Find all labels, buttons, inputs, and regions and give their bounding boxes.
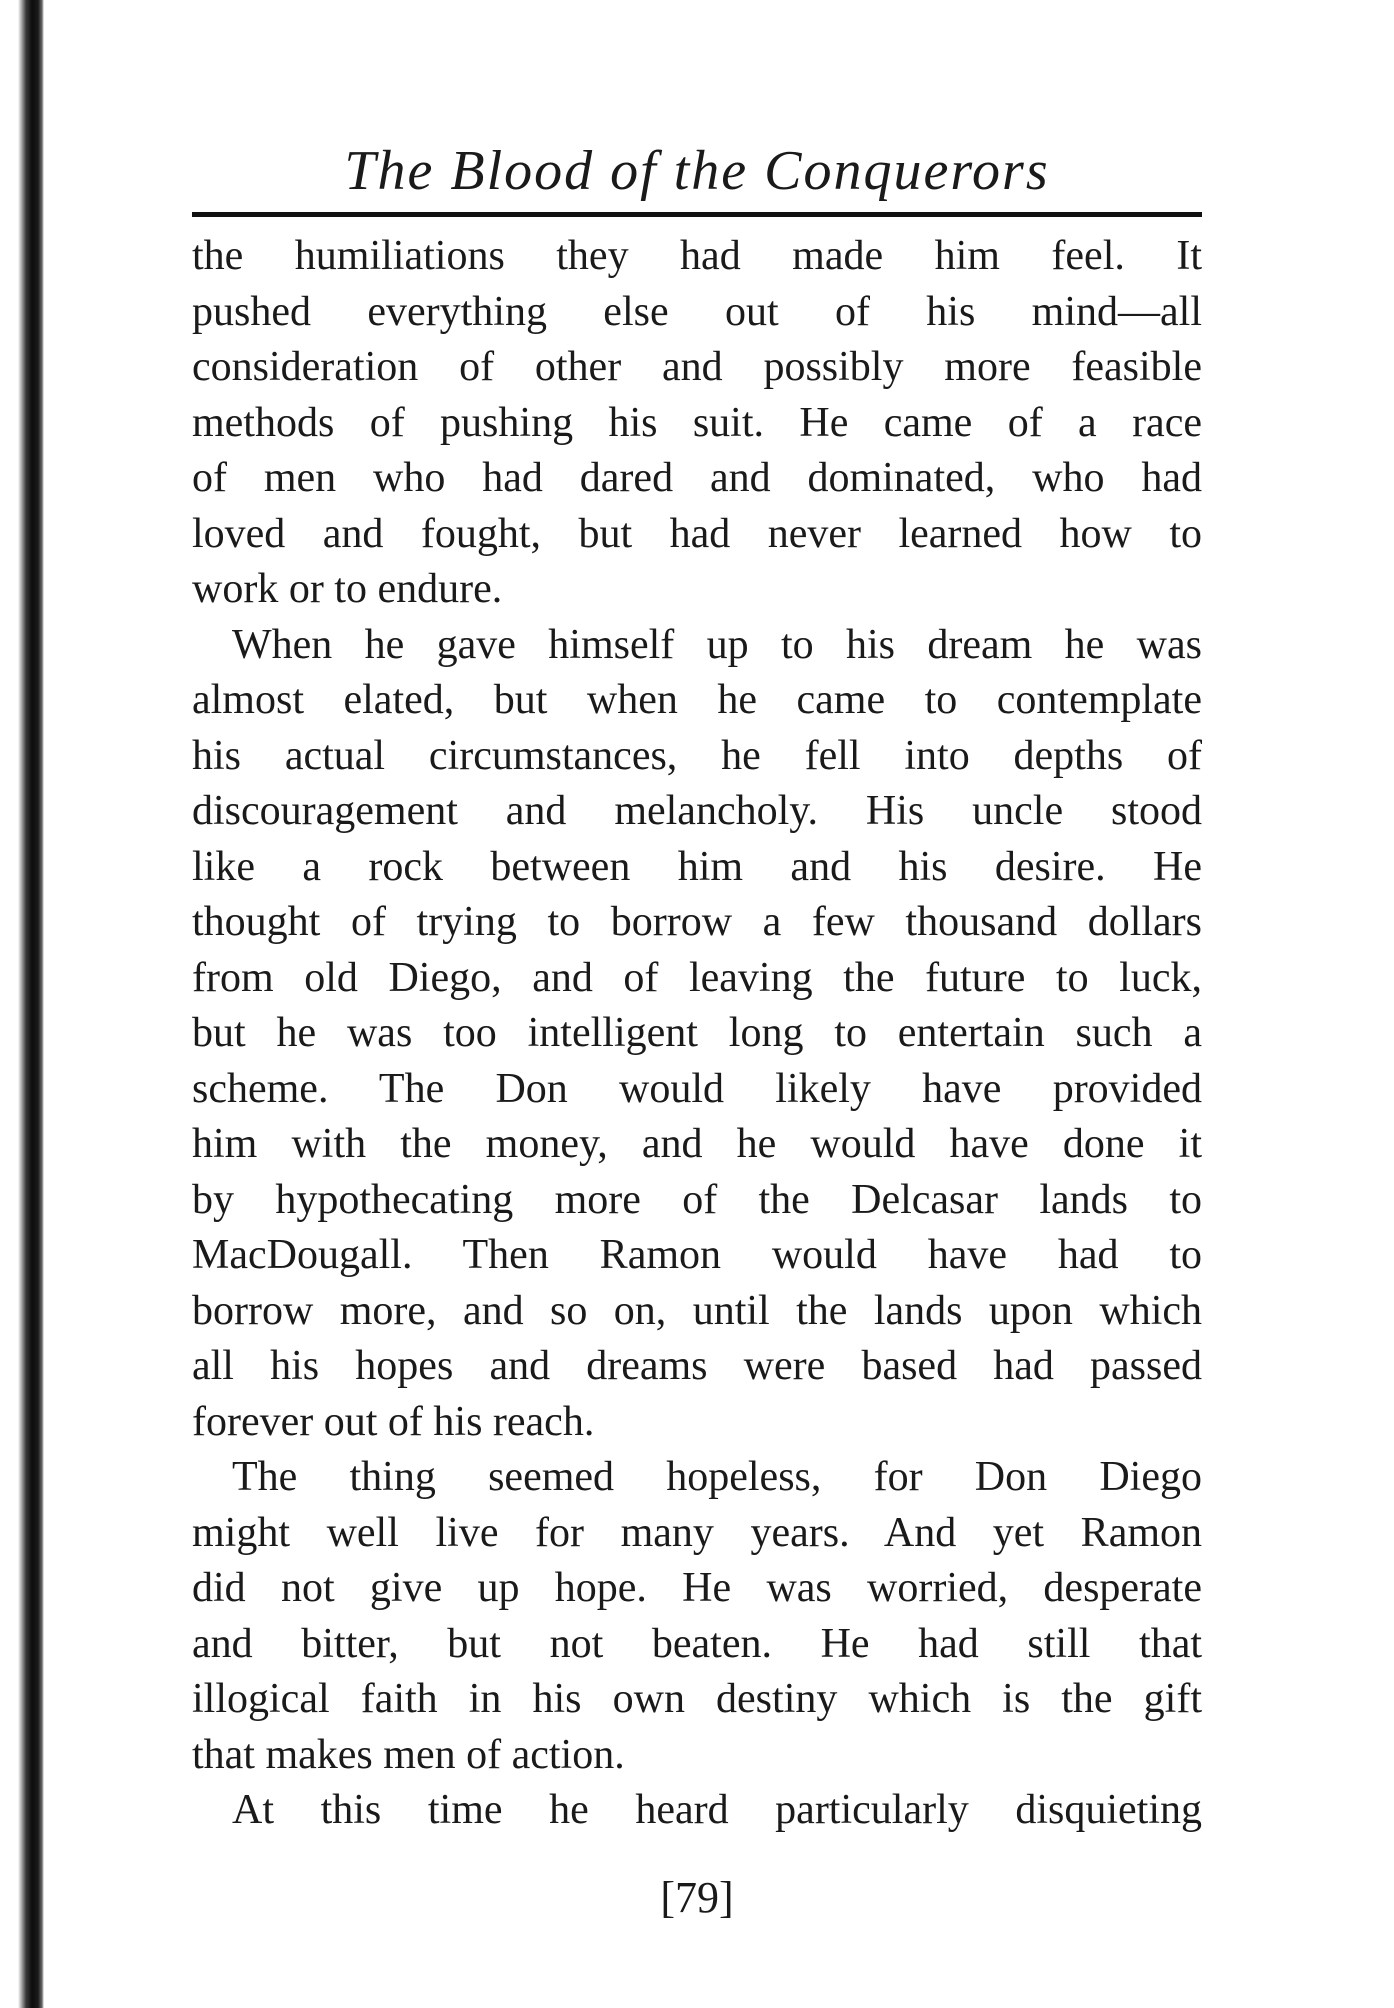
text-line: forever out of his reach. [192, 1398, 595, 1445]
text-line: might well live for many years. And yet Ramon [192, 1509, 1202, 1556]
text-line: of men who had dared and dominated, who had [192, 455, 1202, 501]
text-line: all his hopes and dreams were based had passed [192, 1343, 1202, 1389]
page-number: [79] [660, 1873, 734, 1922]
text-line: and bitter, but not beaten. He had still that [192, 1620, 1202, 1667]
text-line: pushed everything else out of his mind—all [192, 288, 1202, 335]
page-body [192, 140, 1202, 1839]
text-line: work or to endure. [192, 566, 503, 612]
text-line: methods of pushing his suit. He came of a race [192, 399, 1202, 446]
text-line: but he was too intelligent long to entertain such a [192, 1010, 1202, 1056]
text-line: The thing seemed hopeless, for Don Diego [232, 1454, 1202, 1500]
running-head: The Blood of the Conquerors [344, 140, 1050, 202]
text-line: illogical faith in his own destiny which is the gift [192, 1676, 1202, 1722]
text-line: did not give up hope. He was worried, desperate [192, 1565, 1202, 1611]
text-line: At this time he heard particularly disquieting [232, 1787, 1202, 1833]
text-line: MacDougall. Then Ramon would have had to [192, 1232, 1202, 1278]
text-line: almost elated, but when he came to contemplate [192, 677, 1202, 723]
body-text [192, 229, 1202, 1839]
text-line: discouragement and melancholy. His uncle stood [192, 788, 1202, 834]
text-line: thought of trying to borrow a few thousand dollars [192, 899, 1202, 945]
text-line: from old Diego, and of leaving the future to luck, [192, 954, 1202, 1001]
binding-edge-shadow [0, 0, 44, 2008]
text-line: his actual circumstances, he fell into depths of [192, 732, 1202, 779]
text-line: the humiliations they had made him feel. It [192, 233, 1202, 279]
text-line: like a rock between him and his desire. He [192, 843, 1202, 890]
text-line: by hypothecating more of the Delcasar lands to [192, 1176, 1202, 1223]
header-rule [192, 212, 1202, 217]
text-line: consideration of other and possibly more feasible [192, 344, 1202, 390]
text-line: When he gave himself up to his dream he was [232, 621, 1202, 668]
text-line: him with the money, and he would have done it [192, 1121, 1202, 1167]
text-line: scheme. The Don would likely have provided [192, 1065, 1202, 1112]
text-line: borrow more, and so on, until the lands upon which [192, 1287, 1202, 1334]
text-line: that makes men of action. [192, 1731, 625, 1778]
text-line: loved and fought, but had never learned how to [192, 510, 1202, 557]
